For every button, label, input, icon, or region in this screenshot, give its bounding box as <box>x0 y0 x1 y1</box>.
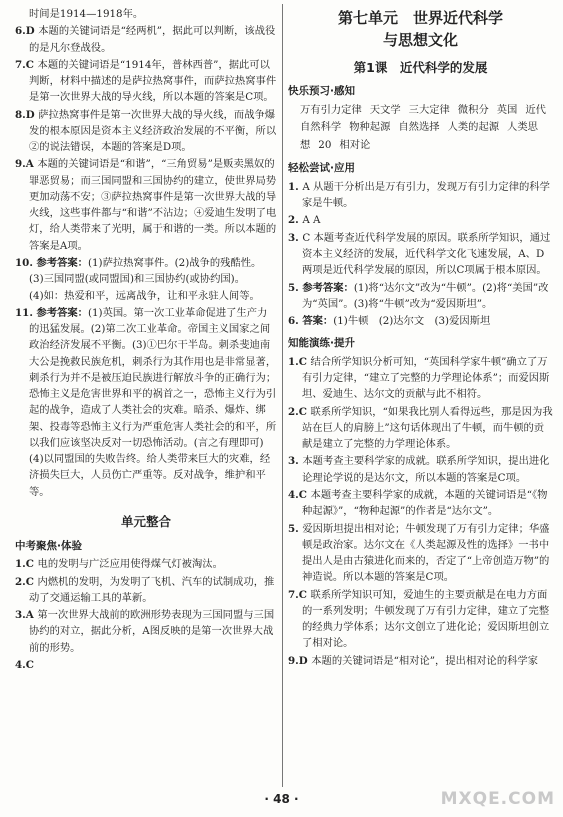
answer-number: 4.C <box>288 489 311 501</box>
section-zhineng: 知能演练·提升 <box>288 337 355 350</box>
keyword: 万有引力定律 <box>300 103 362 116</box>
answer-item <box>288 487 553 520</box>
answers-group-a <box>15 23 277 254</box>
answer-text: 内燃机的发明，为发明了飞机、汽车的试制成功，推动了交通运输工具的革新。 <box>29 575 275 604</box>
answer-line: (1)萨拉热窝事件。(2)战争的残酷性。 <box>87 256 262 269</box>
answer-text: (1)牛顿 (2)达尔文 (3)爱因斯坦 <box>333 315 491 328</box>
answer-number: 11. <box>15 306 37 319</box>
answers-zhineng <box>288 354 553 669</box>
answers-group-b <box>15 255 277 500</box>
answer-text: 本题的关键词语是“1914年，普林西普”，据此可以判断，材料中描述的是萨拉热窝事件，而萨拉热窝事件是第一次世界大战的导火线，所以本题的答案是C项。 <box>29 58 277 104</box>
answer-number: 9.A <box>15 158 38 171</box>
keyword: 英国 <box>496 103 518 116</box>
answer-number: 5. <box>288 281 303 294</box>
answer-item <box>15 107 277 156</box>
answer-number: 3. <box>288 231 303 244</box>
lesson-title: 第1课 近代科学的发展 <box>353 59 488 75</box>
section-zhongkao: 中考聚焦·体验 <box>15 539 82 552</box>
answer-number: 5. <box>288 522 303 535</box>
answer-text: 爱因斯坦提出相对论；牛顿发现了万有引力定律；华盛顿是政治家。达尔文在《人类起源及性的选择》一书中提出人是由古猿进化而来的，否定了“上帝创造万物”的神造说。所以本题的答案是C项。 <box>302 522 550 584</box>
answer-number: 2.C <box>288 405 311 418</box>
answer-number: 6.D <box>15 25 39 38</box>
answer-item <box>15 305 277 500</box>
keyword: 自然选择 <box>398 121 440 134</box>
answer-item <box>15 607 277 656</box>
answer-text: 本题的关键词语是“和谐”，“三角贸易”是贩卖黑奴的罪恶贸易；而三国同盟和三国协约的建立，使世界局势更加动荡不安；③萨拉热窝事件是第一次世界大战的导火线，这些事件都与“和谐”不沾边；④爱迪生发明了电灯，给人类带来了光明，属于和谐的一类。所以本题的答案是A项。 <box>29 158 277 252</box>
keyword: 物种起源 <box>349 121 391 134</box>
keyword: 20 <box>318 138 332 151</box>
answer-label: 参考答案： <box>36 306 88 319</box>
page-number: · 48 · <box>264 792 299 807</box>
keyword: 近代自然科学 <box>300 103 546 134</box>
answer-item <box>15 574 277 607</box>
integration-title: 单元整合 <box>120 513 171 529</box>
answer-number: 6. <box>288 315 303 328</box>
answer-label: 参考答案： <box>302 281 354 294</box>
answer-text: (1)将“达尔文”改为“牛顿”。(2)将“美国”改为“英国”。(3)将“牛顿”改为“爱因斯坦”。 <box>302 281 549 310</box>
answer-item <box>288 230 553 279</box>
answer-text: A 从题干分析出是万有引力，发现万有引力定律的科学家是牛顿。 <box>302 180 550 210</box>
answer-number: 1.C <box>288 355 311 368</box>
answer-item <box>288 521 553 586</box>
answer-text: 本题的关键词语是“经两机”，据此可以判断，该战役的是凡尔登战役。 <box>29 25 276 54</box>
answer-number: 1. <box>288 180 303 193</box>
answer-label: 参考答案： <box>36 256 88 269</box>
answer-text: 萨拉热窝事件是第一次世界大战的导火线，而战争爆发的根本原因是资本主义经济政治发展的不平衡，所以②的说法错误，本题的答案是D项。 <box>29 108 277 154</box>
answer-number: 7.C <box>288 588 311 601</box>
right-column <box>288 6 553 670</box>
keyword: 微积分 <box>457 103 489 116</box>
answer-text: 结合所学知识分析可知，“英国科学家牛顿”确立了万有引力定律，“建立了完整的力学理论体系”；而爱因斯坦、爱迪生、达尔文的贡献与此不相符。 <box>302 355 550 401</box>
section-preview: 快乐预习·感知 <box>288 85 355 98</box>
keyword: 天文学 <box>369 103 401 116</box>
answer-text: 第一次世界大战前的欧洲形势表现为三国同盟与三国协约的对立，据此分析，A图反映的是第一次世界大战前的形势。 <box>29 609 275 654</box>
answer-number: 9.D <box>288 654 312 667</box>
answer-number: 2.C <box>15 575 38 588</box>
answer-text: 联系所学知识，“如果我比别人看得远些，那是因为我站在巨人的肩膀上”这句话体现出了牛顿，而牛顿的贡献是建立了完整的力学理论体系。 <box>302 405 553 451</box>
answer-line: (1)英国。第一次工业革命促进了生产力的迅猛发展。(2)第二次工业革命。帝国主义国家之间政治经济发展不平衡。(3)①巴尔干半岛。刺杀斐迪南大公是挽救民族危机，刺杀行为其作用也是非常显著，刺杀行为并不是被压迫民族进行解放斗争的正确行为；恐怖主义是危害世界和平的祸首之一，恐怖主义行为引起的战争，造成了人类社会的灾难。暗杀、爆炸、绑架、投毒等恐怖主义行为严重危害人类社会的和平，所以我们应该坚决反对一切恐怖活动。(言之有理即可) (4)以同盟国的失败告终。给人类带来巨大的灾难，经济损失巨大，人员伤亡严重等。反对战争，维护和平等。 <box>29 306 277 498</box>
watermark: MXQE.COM <box>440 789 555 810</box>
unit-title-line2: 与思想文化 <box>382 30 458 49</box>
answer-text: 本题的关键词语是“相对论”，提出相对论的科学家 <box>311 654 539 667</box>
answer-number: 1.C <box>15 558 38 571</box>
answer-number: 7.C <box>15 58 38 71</box>
answer-text: 本题考查主要科学家的成就。联系所学知识，提出进化论理论学说的是达尔文，所以本题的答案是C项。 <box>302 455 550 484</box>
answer-item <box>288 354 553 403</box>
answer-number: 3. <box>288 455 303 468</box>
answer-number: 3.A <box>15 609 38 622</box>
answers-group-c <box>15 556 277 673</box>
answer-text: C 本题考查近代科学发展的原因。联系所学知识，通过资本主义经济的发展，近代科学文化飞速发展，A、D两项是近代科学发展的原因，所以C项属于根本原因。 <box>302 231 551 277</box>
intro-line: 时间是1914—1918年。 <box>29 8 144 20</box>
answer-number: 4.C <box>15 658 34 671</box>
answer-item <box>15 657 277 673</box>
answer-item <box>15 57 277 106</box>
answer-number: 10. <box>15 256 37 269</box>
answer-label: 答案： <box>302 315 334 328</box>
answer-text: A A <box>302 214 321 227</box>
answer-item <box>288 587 553 652</box>
answer-item <box>288 653 553 669</box>
unit-title-line1: 第七单元 世界近代科学 <box>337 9 503 27</box>
answer-item <box>288 313 553 329</box>
keyword: 人类思想 <box>300 121 538 151</box>
section-try: 轻松尝试·应用 <box>288 162 355 175</box>
answers-try <box>288 179 553 329</box>
answer-item <box>15 23 277 56</box>
left-column <box>15 6 277 674</box>
answer-line: (3)三国同盟(或同盟国)和三国协约(或协约国)。 <box>29 273 245 286</box>
answer-item <box>288 453 553 486</box>
answer-number: 2. <box>288 214 303 227</box>
keyword: 三大定律 <box>408 103 450 116</box>
answer-item <box>288 212 553 228</box>
keywords-list <box>288 102 553 155</box>
unit-title <box>288 8 553 52</box>
answer-item <box>15 255 277 304</box>
answer-item <box>15 156 277 254</box>
column-divider <box>282 4 283 787</box>
answer-text: 本题考查主要科学家的成就，本题的关键词语是“《物种起源》”，“物种起源”的作者是“达尔文”。 <box>302 489 548 518</box>
answer-item <box>288 280 553 313</box>
answer-item <box>288 404 553 453</box>
answer-item <box>288 179 553 212</box>
answer-line: (4)如：热爱和平，远离战争，让和平永驻人间等。 <box>29 289 260 302</box>
answer-text: 电的发明与广泛应用使得煤气灯被淘汰。 <box>37 558 223 571</box>
keyword: 人类的起源 <box>447 121 500 134</box>
answer-number: 8.D <box>15 108 39 121</box>
answer-item <box>15 556 277 572</box>
keyword: 相对论 <box>339 138 371 151</box>
answer-text: 联系所学知识可知，爱迪生的主要贡献是在电力方面的一系列发明；牛顿发现了万有引力定律，建立了完整的经典力学体系；达尔文创立了进化论；爱因斯坦创立了相对论。 <box>302 588 550 650</box>
